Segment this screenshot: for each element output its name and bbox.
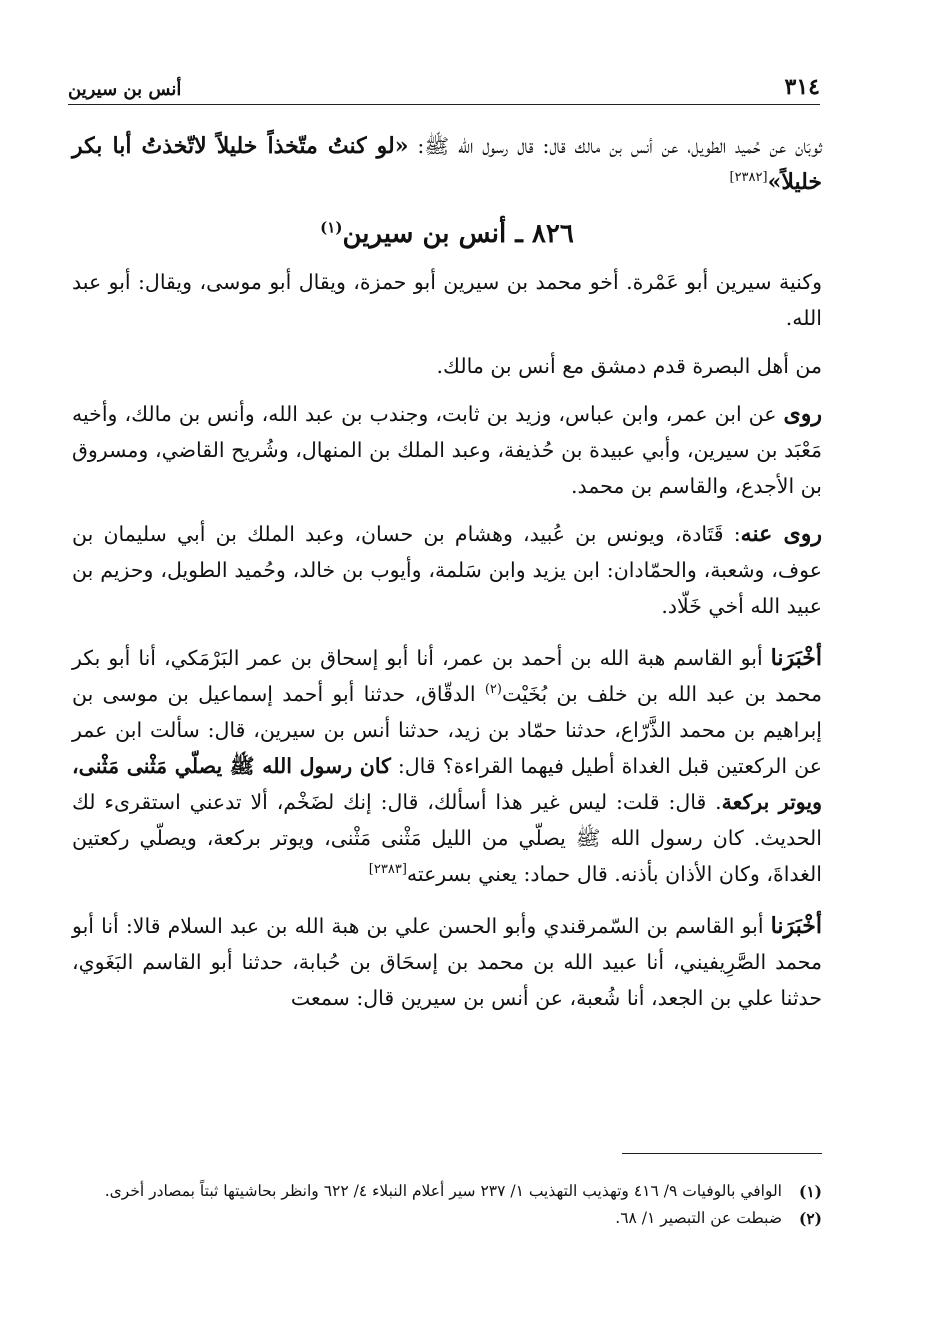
- entry-footnote-ref: (١): [320, 218, 343, 237]
- footnote-2: [76, 1205, 822, 1232]
- narration-1-text-b: الدقّاق، حدثنا أبو أحمد إسماعيل بن موسى بن إبراهيم بن محمد الذَّرّاع، حدثنا حمّاد بن زيد، حدثنا أنس بن سيرين، قال: سألت ابن عمر عن الركعتين قبل الغداة أطيل فيهما القراءة؟ قال:: [72, 682, 822, 778]
- narration-1-label: أخْبَرَنا: [770, 645, 822, 671]
- rawa-label: روى: [783, 401, 822, 427]
- intro-text: ثوبَان عن حُميد الطويل، عن أنس بن مالك قال: قال رسول الله ﷺ:: [408, 134, 822, 158]
- entry-title: [72, 214, 822, 254]
- narration-2-label: أخْبَرَنا: [770, 913, 822, 939]
- narration-2-text: أبو القاسم بن السّمرقندي وأبو الحسن علي بن هبة الله بن عبد السلام قالا: أنا أبو محمد الصَّرِيفيني، أنا عبيد الله بن محمد بن إسحَاق بن حُبابة، حدثنا أبو القاسم البَغَوي، حدثنا علي بن الجعد، أنا شُعبة، عن أنس بن سيرين قال: سمعت: [72, 914, 822, 1010]
- footnote-text: الوافي بالوفيات ٩/ ٤١٦ وتهذيب التهذيب ١/ ٢٣٧ سير أعلام النبلاء ٤/ ٦٢٢ وانظر بحاشيتها ثبتاً بمصادر أخرى.: [104, 1182, 782, 1200]
- students-text: : قَتَادة، ويونس بن عُبيد، وهشام بن حسان، وعبد الملك بن أبي سليمان بن عوف، وشعبة، والحمّادان: ابن يزيد وابن سَلمة، وأيوب بن خالد، وحُميد الطويل، وحزيم بن عبيد الله أخي خَلّاد.: [72, 522, 822, 618]
- entry-title-text: ٨٢٦ ـ أنس بن سيرين: [342, 219, 574, 249]
- narration-1-footnote-ref: (٢): [484, 682, 502, 698]
- intro-hadith: «لو كنتُ متّخذاً خليلاً لاتّخذتُ أبا بكر خليلاً»: [72, 133, 822, 195]
- footnote-number: (١): [798, 1182, 822, 1201]
- running-title: أنس بن سيرين: [68, 79, 182, 100]
- teachers-text: عن ابن عمر، وابن عباس، وزيد بن ثابت، وجندب بن عبد الله، وأنس بن مالك، وأخيه مَعْبَد بن سيرين، وأبي عبيدة بن حُذيفة، وعبد الملك بن المنهال، وشُريح القاضي، ومسروق بن الأجدع، والقاسم بن محمد.: [72, 402, 822, 498]
- footnotes: [76, 1178, 822, 1232]
- intro-reference: [٢٣٨٢]: [729, 170, 768, 186]
- footnote-text: ضبطت عن التبصير ١/ ٦٨.: [615, 1209, 782, 1227]
- narration-1: [72, 640, 822, 892]
- students-paragraph: [72, 516, 822, 624]
- narration-1-hadith: كان رسول الله ﷺ يصلّي مَثْنى مَثْنى، ويوتر بركعة: [72, 754, 822, 814]
- origin-paragraph: من أهل البصرة قدم دمشق مع أنس بن مالك.: [436, 354, 822, 378]
- footnote-number: (٢): [798, 1209, 822, 1228]
- rawa-anhu-label: روى عنه: [740, 521, 822, 547]
- narration-1-reference: [٢٣٨٣]: [368, 862, 407, 878]
- main-text: [72, 128, 822, 1016]
- narration-2: [72, 908, 822, 1016]
- page-header: [68, 66, 820, 105]
- kunya-paragraph: وكنية سيرين أبو عَمْرة. أخو محمد بن سيرين أبو حمزة، ويقال أبو موسى، ويقال: أبو عبد الله.: [72, 270, 822, 330]
- footnote-1: [76, 1178, 822, 1205]
- narration-1-text-a: أبو القاسم هبة الله بن أحمد بن عمر، أنا أبو إسحاق بن عمر البَرْمَكي، أنا أبو بكر محمد بن عبد الله بن خلف بن بُخَيْت: [72, 646, 822, 706]
- narration-1-text-c: . قال: قلت: ليس غير هذا أسألك، قال: إنك لضَخْم، ألا تدعني استقرىء لك الحديث. كان رسول الله ﷺ يصلّي من الليل مَثْنى مَثْنى، ويوتر بركعة، ويصلّي ركعتين الغداةَ، وكان الأذان بأذنه. قال حماد: يعني بسرعته: [72, 790, 822, 886]
- teachers-paragraph: [72, 396, 822, 504]
- intro-paragraph: [72, 128, 822, 200]
- footnote-divider: [622, 1153, 822, 1154]
- page-number: ٣١٤: [784, 74, 820, 100]
